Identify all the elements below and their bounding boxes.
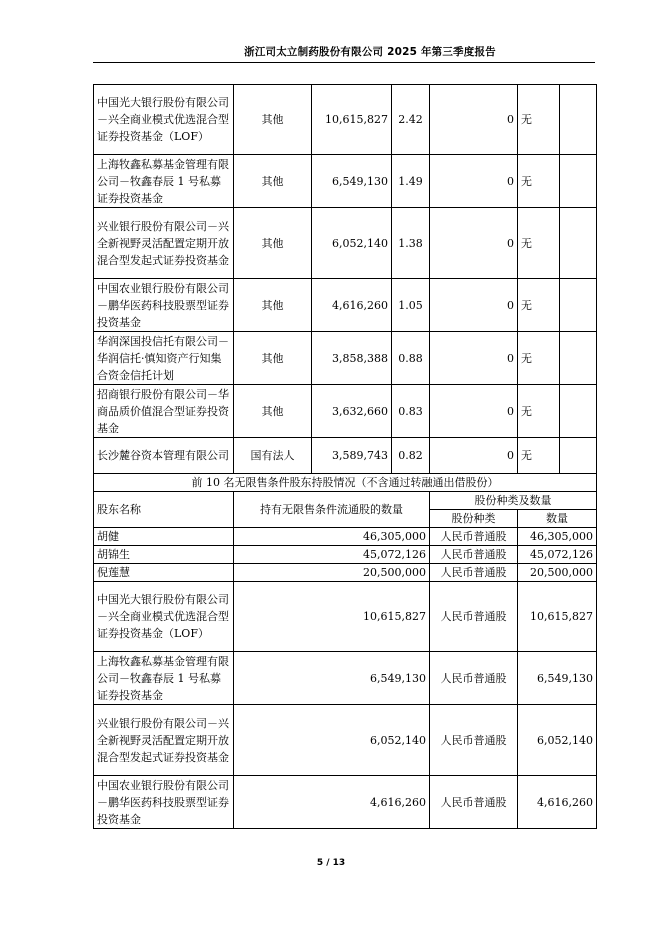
share-type: 人民币普通股: [430, 652, 518, 705]
table-row: [94, 582, 597, 652]
holding-ratio: 0.82: [392, 438, 430, 474]
pledge-status: 无: [518, 438, 560, 474]
share-type: 人民币普通股: [430, 564, 518, 582]
shareholder-name: 胡健: [94, 528, 234, 546]
col-header-share-count: 数量: [518, 510, 597, 528]
shareholders-table: [93, 84, 597, 829]
holding-ratio: 1.38: [392, 208, 430, 279]
shareholder-name: 长沙麓谷资本管理有限公司: [94, 438, 234, 474]
table-row: [94, 438, 597, 474]
shareholder-nature: 国有法人: [234, 438, 312, 474]
shares-held: 3,632,660: [312, 385, 392, 438]
restricted-shares: 0: [430, 155, 518, 208]
share-count: 6,549,130: [518, 652, 597, 705]
shareholder-name: 中国光大银行股份有限公司－兴全商业模式优选混合型证券投资基金（LOF）: [94, 582, 234, 652]
unrestricted-quantity: 45,072,126: [234, 546, 430, 564]
restricted-shares: 0: [430, 85, 518, 155]
share-count: 45,072,126: [518, 546, 597, 564]
pledge-quantity: [560, 85, 597, 155]
table-row: [94, 85, 597, 155]
restricted-shares: 0: [430, 438, 518, 474]
table-row: [94, 705, 597, 776]
shareholder-nature: 其他: [234, 385, 312, 438]
unrestricted-quantity: 46,305,000: [234, 528, 430, 546]
shareholder-nature: 其他: [234, 332, 312, 385]
shareholder-nature: 其他: [234, 208, 312, 279]
pledge-quantity: [560, 155, 597, 208]
table-row: [94, 385, 597, 438]
table-row: [94, 279, 597, 332]
shares-held: 3,589,743: [312, 438, 392, 474]
pledge-status: 无: [518, 385, 560, 438]
header-row: [94, 492, 597, 510]
shareholder-nature: 其他: [234, 155, 312, 208]
share-type: 人民币普通股: [430, 705, 518, 776]
shares-held: 4,616,260: [312, 279, 392, 332]
restricted-shares: 0: [430, 208, 518, 279]
pledge-quantity: [560, 279, 597, 332]
shareholder-name: 招商银行股份有限公司－华商品质价值混合型证券投资基金: [94, 385, 234, 438]
shareholder-nature: 其他: [234, 279, 312, 332]
shareholder-name: 华润深国投信托有限公司－华润信托·慎知资产行知集合资金信托计划: [94, 332, 234, 385]
table-row: [94, 332, 597, 385]
share-count: 20,500,000: [518, 564, 597, 582]
col-header-share-group: 股份种类及数量: [430, 492, 597, 510]
pledge-status: 无: [518, 208, 560, 279]
pledge-status: 无: [518, 332, 560, 385]
share-count: 46,305,000: [518, 528, 597, 546]
table-row: [94, 155, 597, 208]
share-type: 人民币普通股: [430, 582, 518, 652]
shareholder-name: 上海牧鑫私募基金管理有限公司－牧鑫春辰 1 号私募证券投资基金: [94, 155, 234, 208]
shareholder-nature: 其他: [234, 85, 312, 155]
table-row: [94, 208, 597, 279]
pledge-status: 无: [518, 279, 560, 332]
holding-ratio: 2.42: [392, 85, 430, 155]
shareholder-name: 中国农业银行股份有限公司－鹏华医药科技股票型证券投资基金: [94, 279, 234, 332]
pledge-quantity: [560, 208, 597, 279]
col-header-quantity: 持有无限售条件流通股的数量: [234, 492, 430, 528]
table-row: [94, 528, 597, 546]
shareholder-name: 中国光大银行股份有限公司－兴全商业模式优选混合型证券投资基金（LOF）: [94, 85, 234, 155]
restricted-shares: 0: [430, 279, 518, 332]
col-header-name: 股东名称: [94, 492, 234, 528]
share-count: 10,615,827: [518, 582, 597, 652]
shareholder-name: 胡锦生: [94, 546, 234, 564]
holding-ratio: 1.05: [392, 279, 430, 332]
unrestricted-quantity: 10,615,827: [234, 582, 430, 652]
shareholder-name: 兴业银行股份有限公司－兴全新视野灵活配置定期开放混合型发起式证券投资基金: [94, 208, 234, 279]
pledge-quantity: [560, 332, 597, 385]
unrestricted-quantity: 6,052,140: [234, 705, 430, 776]
share-type: 人民币普通股: [430, 546, 518, 564]
restricted-shares: 0: [430, 385, 518, 438]
shares-held: 6,549,130: [312, 155, 392, 208]
share-count: 6,052,140: [518, 705, 597, 776]
shares-held: 3,858,388: [312, 332, 392, 385]
section-title-row: [94, 474, 597, 492]
shares-held: 10,615,827: [312, 85, 392, 155]
holding-ratio: 0.88: [392, 332, 430, 385]
shareholder-name: 中国农业银行股份有限公司－鹏华医药科技股票型证券投资基金: [94, 776, 234, 829]
pledge-status: 无: [518, 155, 560, 208]
unrestricted-quantity: 6,549,130: [234, 652, 430, 705]
report-header-title: 浙江司太立制药股份有限公司 2025 年第三季度报告: [244, 46, 496, 58]
shareholder-name: 倪莲慧: [94, 564, 234, 582]
holding-ratio: 0.83: [392, 385, 430, 438]
restricted-shares: 0: [430, 332, 518, 385]
shareholder-name: 兴业银行股份有限公司－兴全新视野灵活配置定期开放混合型发起式证券投资基金: [94, 705, 234, 776]
header-divider: [93, 62, 595, 63]
unrestricted-quantity: 20,500,000: [234, 564, 430, 582]
pledge-status: 无: [518, 85, 560, 155]
unrestricted-quantity: 4,616,260: [234, 776, 430, 829]
share-count: 4,616,260: [518, 776, 597, 829]
page-number: 5 / 13: [316, 858, 346, 868]
table-row: [94, 652, 597, 705]
share-type: 人民币普通股: [430, 528, 518, 546]
pledge-quantity: [560, 438, 597, 474]
share-type: 人民币普通股: [430, 776, 518, 829]
table-row: [94, 776, 597, 829]
table-row: [94, 546, 597, 564]
table-row: [94, 564, 597, 582]
shareholder-name: 上海牧鑫私募基金管理有限公司－牧鑫春辰 1 号私募证券投资基金: [94, 652, 234, 705]
pledge-quantity: [560, 385, 597, 438]
section-title: 前 10 名无限售条件股东持股情况（不含通过转融通出借股份）: [94, 474, 597, 492]
holding-ratio: 1.49: [392, 155, 430, 208]
col-header-share-type: 股份种类: [430, 510, 518, 528]
shares-held: 6,052,140: [312, 208, 392, 279]
